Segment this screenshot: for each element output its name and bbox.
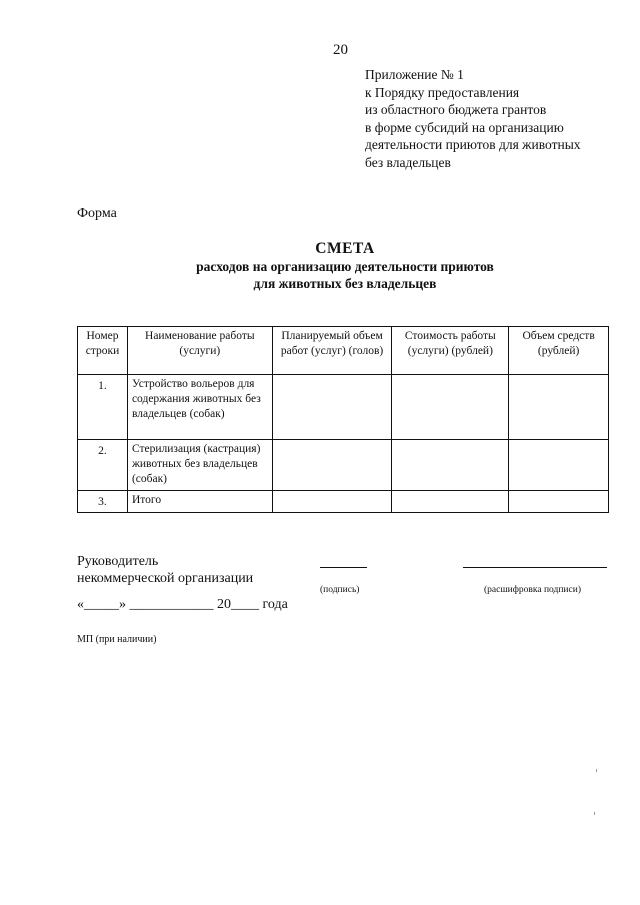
table-header-row	[78, 327, 609, 375]
table-row	[78, 375, 609, 440]
row-number-cell: 2.	[78, 440, 128, 491]
scan-artifact	[596, 769, 597, 772]
planned-volume-cell[interactable]	[272, 491, 392, 513]
signatory-title-line: Руководитель	[77, 554, 159, 569]
document-title: СМЕТА	[315, 240, 375, 257]
funds-amount-cell[interactable]	[509, 440, 609, 491]
planned-volume-cell[interactable]	[272, 375, 392, 440]
signature-block	[77, 553, 253, 587]
table-row	[78, 440, 609, 491]
funds-amount-cell[interactable]	[509, 375, 609, 440]
header-work-cost: Стоимость работы (услуги) (рублей)	[392, 327, 509, 375]
appendix-line: деятельности приютов для животных	[365, 137, 581, 152]
form-label: Форма	[77, 206, 117, 221]
table-row	[78, 491, 609, 513]
stamp-note: МП (при наличии)	[77, 634, 157, 645]
header-work-name: Наименование работы (услуги)	[127, 327, 272, 375]
work-name-cell: Стерилизация (кастрация) животных без владельцев (собак)	[127, 440, 272, 491]
signatory-title-line: некоммерческой организации	[77, 571, 254, 586]
work-cost-cell[interactable]	[392, 375, 509, 440]
date-line[interactable]: «_____» ____________ 20____ года	[77, 597, 288, 612]
header-funds-amount: Объем средств (рублей)	[509, 327, 609, 375]
header-row-number: Номер строки	[78, 327, 128, 375]
signature-caption: (подпись)	[320, 585, 360, 595]
page-number: 20	[333, 42, 348, 58]
title-block	[0, 240, 640, 292]
row-number-cell: 3.	[78, 491, 128, 513]
appendix-line: к Порядку предоставления	[365, 84, 520, 100]
planned-volume-cell[interactable]	[272, 440, 392, 491]
work-cost-cell[interactable]	[392, 491, 509, 513]
funds-amount-cell[interactable]	[509, 491, 609, 513]
signature-decoding-line[interactable]	[463, 567, 607, 568]
scan-artifact	[594, 812, 595, 815]
document-subtitle-line: расходов на организацию деятельности приютов	[196, 259, 494, 274]
work-name-cell: Устройство вольеров для содержания животных без владельцев (собак)	[127, 375, 272, 440]
appendix-line: Приложение № 1	[365, 67, 464, 82]
signature-line[interactable]	[320, 567, 367, 568]
row-number-cell: 1.	[78, 375, 128, 440]
appendix-line: без владельцев	[365, 154, 451, 170]
document-subtitle-line: для животных без владельцев	[253, 276, 437, 291]
work-cost-cell[interactable]	[392, 440, 509, 491]
header-planned-volume: Планируемый объем работ (услуг) (голов)	[272, 327, 392, 375]
appendix-note	[365, 66, 581, 171]
appendix-line: в форме субсидий на организацию	[365, 119, 564, 135]
work-name-cell: Итого	[127, 491, 272, 513]
estimate-table	[77, 326, 609, 513]
appendix-line: из областного бюджета грантов	[365, 102, 547, 117]
signature-decoding-caption: (расшифровка подписи)	[484, 585, 581, 595]
